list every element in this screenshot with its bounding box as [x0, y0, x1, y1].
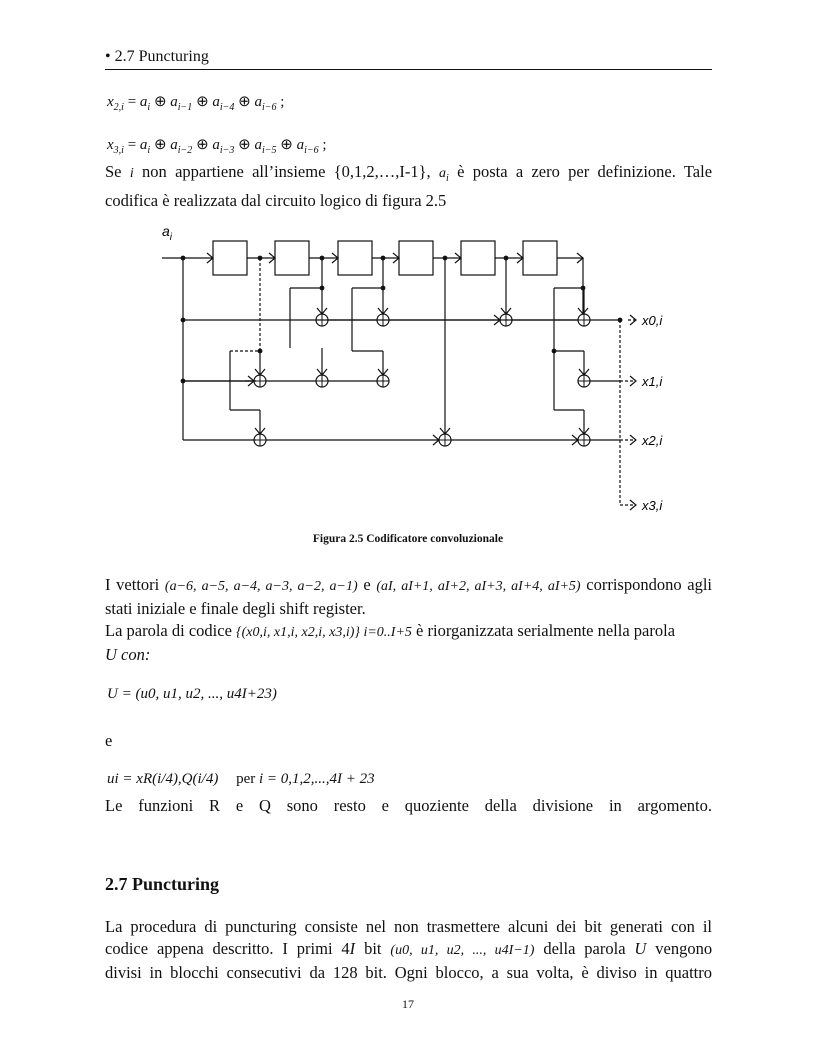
paragraph-5: La procedura di puncturing consiste nel non trasmettere alcuni dei bit generati con il codice appena descritto. I primi 4I bit (u0, u1, u2, ..., u4I−1) della parola U vengono divisi in blocchi consecutivi da 128 bit. Ogni blocco, a sua volta, è diviso in quattro	[105, 917, 713, 982]
running-header	[105, 48, 209, 66]
header-bullet: •	[105, 48, 111, 65]
equation-x2: $x_{2,i} = a_i$ ⊕ $a_{i-1}$ ⊕ $a_{i-4}$ ⊕ $a_{i-6}$ ;	[107, 94, 285, 113]
equation-U: U = (u0, u1, u2, ..., u4I+23)	[107, 686, 277, 702]
header-title: 2.7 Puncturing	[114, 48, 209, 65]
figure-caption: Figura 2.5 Codificatore convoluzionale	[312, 533, 504, 545]
input-label: $a_i$	[162, 223, 173, 243]
output-label-x0: x0,i	[642, 313, 663, 328]
output-label-x1: x1,i	[642, 374, 663, 389]
paragraph-3: La parola di codice {(x0,i, x1,i, x2,i, x3,i)} i=0..I+5 è riorganizzata serialmente nella parola U con:	[105, 621, 676, 664]
paragraph-4: Le funzioni R e Q sono resto e quoziente della divisione in argomento.	[105, 796, 712, 815]
paragraph-1: Se i non appartiene all’insieme {0,1,2,…,I-1}, $a_i$ è posta a zero per definizione. Tale codifica è realizzata dal circuito logico di figura 2.5	[105, 162, 713, 210]
output-label-x3: x3,i	[642, 498, 663, 513]
and-word: e	[105, 731, 113, 750]
page-number: 17	[402, 997, 414, 1011]
equation-x3: $x_{3,i} = a_i$ ⊕ $a_{i-2}$ ⊕ $a_{i-3}$ ⊕ $a_{i-5}$ ⊕ $a_{i-6}$ ;	[107, 137, 327, 156]
section-title: 2.7 Puncturing	[105, 874, 220, 894]
convolutional-encoder-diagram	[150, 220, 680, 520]
header-rule	[105, 69, 712, 70]
output-label-x2: x2,i	[642, 433, 663, 448]
equation-u: ui = xR(i/4),Q(i/4) per i = 0,1,2,...,4I + 23	[107, 771, 375, 787]
paragraph-2: I vettori (a−6, a−5, a−4, a−3, a−2, a−1) e (aI, aI+1, aI+2, aI+3, aI+4, aI+5) corrispondono agli stati iniziale e finale degli shift register.	[105, 575, 712, 618]
